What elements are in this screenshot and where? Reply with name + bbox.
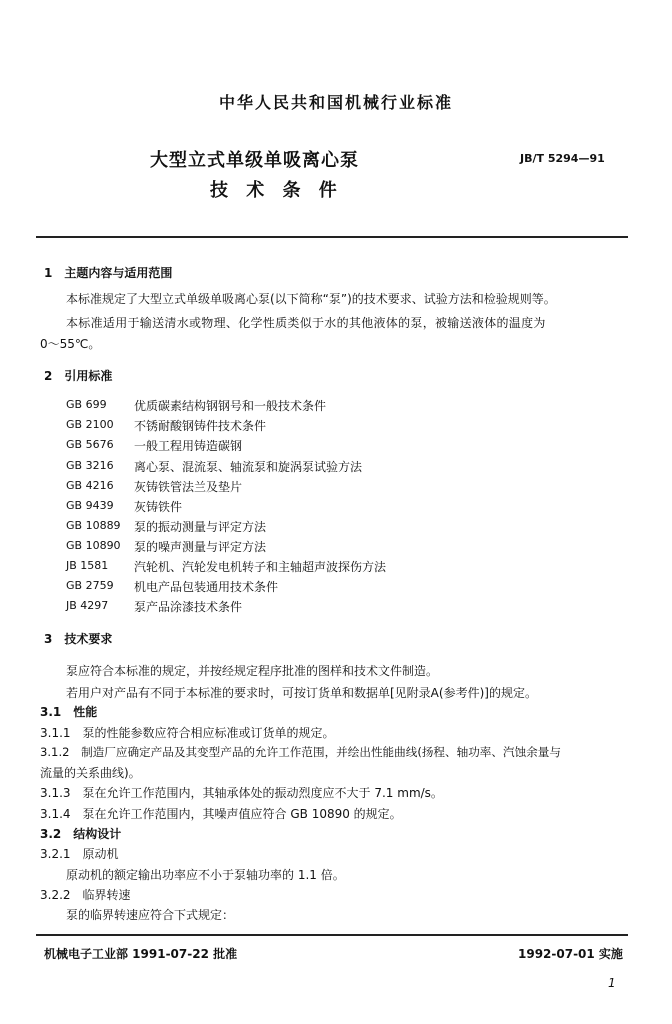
ref-code: GB 2759 (66, 579, 114, 592)
footer-rule (36, 934, 628, 936)
clause-3-1-3: 3.1.3 泵在允许工作范围内，其轴承体处的振动烈度应不大于 7.1 mm/s。 (40, 786, 443, 800)
ref-code: GB 2100 (66, 418, 114, 431)
clause-3-1-1: 3.1.1 泵的性能参数应符合相应标准或订货单的规定。 (40, 726, 335, 740)
standard-number: JB/T 5294—91 (520, 152, 605, 165)
ref-code: GB 699 (66, 398, 107, 411)
ref-title: 泵的振动测量与评定方法 (134, 520, 267, 534)
ref-code: GB 9439 (66, 499, 114, 512)
clause-3-2-1: 3.2.1 原动机 (40, 847, 119, 861)
clause-3-1-4: 3.1.4 泵在允许工作范围内，其噪声值应符合 GB 10890 的规定。 (40, 807, 402, 821)
clause-3-2-1-text: 原动机的额定输出功率应不小于泵轴功率的 1.1 倍。 (66, 868, 345, 882)
effective-date: 1992-07-01 实施 (518, 947, 623, 961)
section1-para2-cont: 0～55℃。 (40, 337, 101, 351)
section2-heading: 2 引用标准 (44, 369, 113, 383)
ref-title: 不锈耐酸钢铸件技术条件 (134, 419, 267, 433)
clause-3-2-2: 3.2.2 临界转速 (40, 888, 131, 902)
ref-title: 机电产品包装通用技术条件 (134, 580, 279, 594)
ref-code: GB 10889 (66, 519, 121, 532)
approval-line: 机械电子工业部 1991-07-22 批准 (44, 947, 238, 961)
section1-para2: 本标准适用于输送清水或物理、化学性质类似于水的其他液体的泵，被输送液体的温度为 (66, 316, 546, 330)
clause-3-2: 3.2 结构设计 (40, 827, 122, 841)
clause-3-2-2-text: 泵的临界转速应符合下式规定： (66, 908, 235, 922)
ref-title: 灰铸铁管法兰及垫片 (134, 480, 243, 494)
title-line2: 技 术 条 件 (210, 180, 343, 201)
ref-title: 泵产品涂漆技术条件 (134, 600, 243, 614)
clause-3-1-2: 3.1.2 制造厂应确定产品及其变型产品的允许工作范围，并绘出性能曲线(扬程、轴功率、汽蚀余量与 (40, 745, 561, 759)
ref-code: JB 4297 (66, 599, 109, 612)
ref-title: 一般工程用铸造碳钢 (134, 439, 243, 453)
header-rule (36, 236, 628, 238)
ref-title: 优质碳素结构钢钢号和一般技术条件 (134, 399, 327, 413)
ref-code: JB 1581 (66, 559, 109, 572)
ref-code: GB 10890 (66, 539, 121, 552)
section3-para1: 泵应符合本标准的规定，并按经规定程序批准的图样和技术文件制造。 (66, 664, 439, 678)
issuing-body: 中华人民共和国机械行业标准 (218, 93, 453, 112)
ref-title: 泵的噪声测量与评定方法 (134, 540, 267, 554)
page-number: 1 (608, 976, 616, 990)
ref-code: GB 3216 (66, 459, 114, 472)
ref-code: GB 4216 (66, 479, 114, 492)
section3-heading: 3 技术要求 (44, 632, 113, 646)
section1-para1: 本标准规定了大型立式单级单吸离心泵(以下简称“泵”)的技术要求、试验方法和检验规则等。 (66, 292, 556, 306)
ref-title: 汽轮机、汽轮发电机转子和主轴超声波探伤方法 (134, 560, 387, 574)
title-line1: 大型立式单级单吸离心泵 (150, 150, 359, 171)
clause-3-1: 3.1 性能 (40, 705, 98, 719)
clause-3-1-2-cont: 流量的关系曲线)。 (40, 766, 141, 780)
section1-heading: 1 主题内容与适用范围 (44, 266, 173, 280)
section3-para2: 若用户对产品有不同于本标准的要求时，可按订货单和数据单[见附录A(参考件)]的规定。 (66, 686, 537, 700)
ref-title: 离心泵、混流泵、轴流泵和旋涡泵试验方法 (134, 460, 363, 474)
ref-title: 灰铸铁件 (134, 500, 183, 514)
ref-code: GB 5676 (66, 438, 114, 451)
